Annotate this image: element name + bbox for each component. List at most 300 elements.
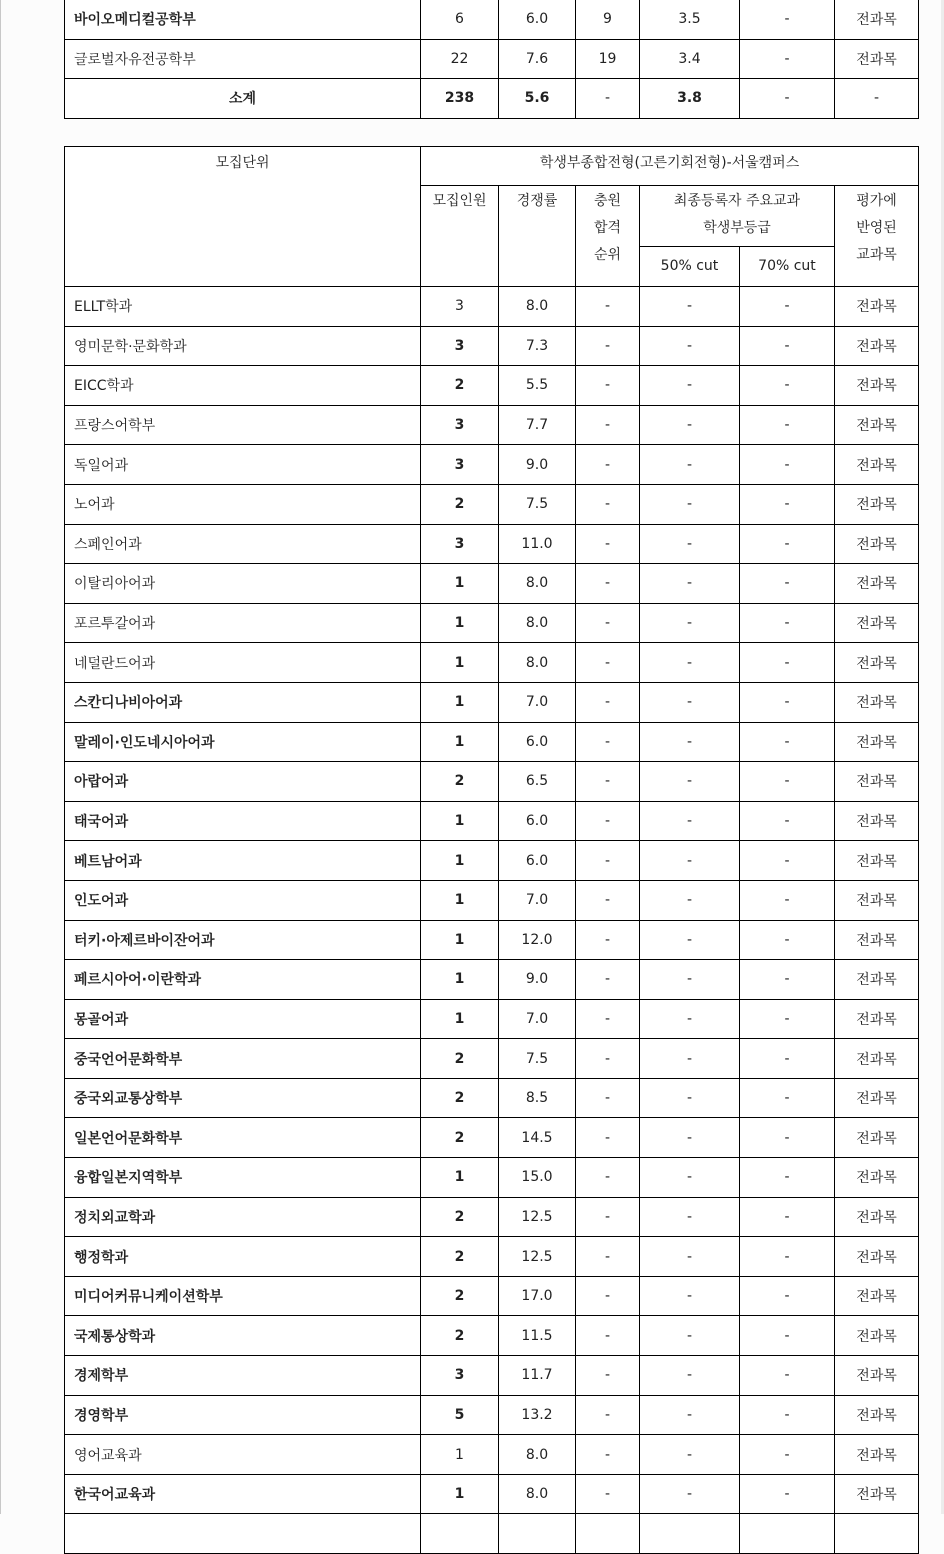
competition-ratio: 7.0 (499, 682, 576, 722)
subjects: 전과목 (835, 405, 919, 445)
cut-70: - (740, 39, 835, 79)
fill-rank: - (576, 326, 640, 366)
recruit-count: 3 (421, 287, 499, 327)
subjects: 전과목 (835, 1078, 919, 1118)
unit-name: 중국외교통상학부 (65, 1078, 421, 1118)
fill-rank: - (576, 999, 640, 1039)
subtotal-label: 소계 (65, 79, 421, 119)
cut-70 (740, 1514, 835, 1554)
subjects: 전과목 (835, 1276, 919, 1316)
table-row (65, 682, 919, 722)
table-row (65, 445, 919, 485)
recruit-count: 2 (421, 484, 499, 524)
table-row (65, 1039, 919, 1079)
recruit-count: 1 (421, 682, 499, 722)
fill-rank: - (576, 960, 640, 1000)
fill-rank: 19 (576, 39, 640, 79)
header-rank-line: 충원 (593, 193, 622, 209)
admission-results-table-equal-opportunity (64, 146, 919, 1554)
unit-name: 국제통상학과 (65, 1316, 421, 1356)
table-row (65, 1158, 919, 1198)
subjects: 전과목 (835, 326, 919, 366)
fill-rank: - (576, 1316, 640, 1356)
header-rank (576, 186, 640, 287)
subjects: 전과목 (835, 366, 919, 406)
competition-ratio: 8.5 (499, 1078, 576, 1118)
table-row (65, 722, 919, 762)
subjects: 전과목 (835, 920, 919, 960)
competition-ratio: 8.0 (499, 603, 576, 643)
fill-rank: - (576, 564, 640, 604)
unit-name: 정치외교학과 (65, 1197, 421, 1237)
fill-rank: - (576, 1118, 640, 1158)
cut-70: - (740, 1395, 835, 1435)
table-row (65, 287, 919, 327)
recruit-count: 1 (421, 999, 499, 1039)
cut-50: - (640, 287, 740, 327)
unit-name: 말레이·인도네시아어과 (65, 722, 421, 762)
header-ratio: 경쟁률 (499, 186, 576, 287)
table-row (65, 1316, 919, 1356)
cut-70: - (740, 1078, 835, 1118)
table-row (65, 484, 919, 524)
unit-name: 일본언어문화학부 (65, 1118, 421, 1158)
cut-50: - (640, 1197, 740, 1237)
subtotal-rank: - (576, 79, 640, 119)
subjects: 전과목 (835, 1197, 919, 1237)
fill-rank: - (576, 643, 640, 683)
subjects: 전과목 (835, 682, 919, 722)
cut-50: - (640, 999, 740, 1039)
cut-50: - (640, 1078, 740, 1118)
table-row (65, 405, 919, 445)
cut-50: - (640, 762, 740, 802)
fill-rank: - (576, 445, 640, 485)
competition-ratio: 11.0 (499, 524, 576, 564)
competition-ratio: 6.0 (499, 841, 576, 881)
cut-70: - (740, 722, 835, 762)
unit-name: 독일어과 (65, 445, 421, 485)
cut-70: - (740, 1276, 835, 1316)
cut-50: - (640, 1039, 740, 1079)
recruit-count: 1 (421, 960, 499, 1000)
unit-name: EICC학과 (65, 366, 421, 406)
fill-rank: - (576, 1237, 640, 1277)
table-row (65, 999, 919, 1039)
subjects: 전과목 (835, 1316, 919, 1356)
cut-50: - (640, 1356, 740, 1396)
fill-rank: - (576, 722, 640, 762)
competition-ratio: 7.3 (499, 326, 576, 366)
table-row (65, 366, 919, 406)
header-rank-line: 합격 (593, 220, 622, 236)
table-row (65, 0, 919, 39)
cut-70: - (740, 405, 835, 445)
header-track: 학생부종합전형(고른기회전형)-서울캠퍼스 (421, 147, 919, 186)
table-row (65, 801, 919, 841)
cut-50: - (640, 841, 740, 881)
unit-name: 영어교육과 (65, 1435, 421, 1475)
fill-rank: - (576, 1395, 640, 1435)
cut-70: - (740, 445, 835, 485)
cut-50: - (640, 603, 740, 643)
table-row (65, 1435, 919, 1475)
competition-ratio: 8.0 (499, 1435, 576, 1475)
unit-name: 터키·아제르바이잔어과 (65, 920, 421, 960)
recruit-count: 1 (421, 603, 499, 643)
subjects: 전과목 (835, 1435, 919, 1475)
unit-name: 노어과 (65, 484, 421, 524)
header-unit: 모집단위 (65, 147, 421, 287)
subjects: 전과목 (835, 1158, 919, 1198)
competition-ratio: 9.0 (499, 445, 576, 485)
cut-70: - (740, 1158, 835, 1198)
header-cut-50: 50% cut (640, 247, 740, 287)
recruit-count: 5 (421, 1395, 499, 1435)
fill-rank: - (576, 1197, 640, 1237)
fill-rank: - (576, 1435, 640, 1475)
subtotal-cut-70: - (740, 79, 835, 119)
fill-rank: - (576, 1276, 640, 1316)
subjects: 전과목 (835, 603, 919, 643)
table-row (65, 1395, 919, 1435)
competition-ratio: 6.0 (499, 801, 576, 841)
recruit-count: 1 (421, 841, 499, 881)
fill-rank: - (576, 1474, 640, 1514)
unit-name: 태국어과 (65, 801, 421, 841)
cut-70: - (740, 1197, 835, 1237)
competition-ratio: 15.0 (499, 1158, 576, 1198)
recruit-count: 6 (421, 0, 499, 39)
competition-ratio: 11.7 (499, 1356, 576, 1396)
cut-70: - (740, 603, 835, 643)
cut-70: - (740, 801, 835, 841)
unit-name: 프랑스어학부 (65, 405, 421, 445)
competition-ratio: 8.0 (499, 564, 576, 604)
table-row (65, 920, 919, 960)
fill-rank: - (576, 405, 640, 445)
cut-70: - (740, 960, 835, 1000)
fill-rank: - (576, 484, 640, 524)
table-row (65, 762, 919, 802)
recruit-count: 2 (421, 366, 499, 406)
unit-name: 행정학과 (65, 1237, 421, 1277)
subtotal-ratio: 5.6 (499, 79, 576, 119)
competition-ratio: 6.0 (499, 722, 576, 762)
competition-ratio: 7.0 (499, 880, 576, 920)
cut-70: - (740, 524, 835, 564)
unit-name: 아랍어과 (65, 762, 421, 802)
subjects: 전과목 (835, 880, 919, 920)
recruit-count: 3 (421, 1356, 499, 1396)
header-grade (640, 186, 835, 247)
fill-rank: 9 (576, 0, 640, 39)
cut-70: - (740, 1316, 835, 1356)
competition-ratio: 13.2 (499, 1395, 576, 1435)
recruit-count: 1 (421, 920, 499, 960)
unit-name: 스칸디나비아어과 (65, 682, 421, 722)
recruit-count: 3 (421, 445, 499, 485)
cut-70: - (740, 643, 835, 683)
unit-name: 영미문학·문화학과 (65, 326, 421, 366)
subtotal-count: 238 (421, 79, 499, 119)
subjects: 전과목 (835, 1237, 919, 1277)
subjects: 전과목 (835, 1356, 919, 1396)
recruit-count: 1 (421, 801, 499, 841)
recruit-count: 2 (421, 1118, 499, 1158)
fill-rank: - (576, 287, 640, 327)
cut-50: - (640, 524, 740, 564)
recruit-count (421, 1514, 499, 1554)
cut-70: - (740, 0, 835, 39)
recruit-count: 2 (421, 1237, 499, 1277)
recruit-count: 2 (421, 1276, 499, 1316)
fill-rank: - (576, 682, 640, 722)
cut-70: - (740, 1039, 835, 1079)
table-row (65, 1276, 919, 1316)
cut-50: - (640, 1237, 740, 1277)
competition-ratio: 7.7 (499, 405, 576, 445)
fill-rank: - (576, 880, 640, 920)
unit-name: 바이오메디컬공학부 (65, 0, 421, 39)
subjects: 전과목 (835, 564, 919, 604)
cut-50: 3.4 (640, 39, 740, 79)
header-subjects-line: 교과목 (856, 247, 897, 263)
subjects (835, 1514, 919, 1554)
cut-50: - (640, 1316, 740, 1356)
cut-50: - (640, 1158, 740, 1198)
subjects: 전과목 (835, 524, 919, 564)
cut-70: - (740, 1118, 835, 1158)
unit-name: 한국어교육과 (65, 1474, 421, 1514)
competition-ratio: 8.0 (499, 643, 576, 683)
unit-name: 경제학부 (65, 1356, 421, 1396)
header-grade-line: 최종등록자 주요교과 (673, 193, 801, 209)
cut-70: - (740, 326, 835, 366)
recruit-count: 2 (421, 1039, 499, 1079)
cut-50: - (640, 366, 740, 406)
cut-50: - (640, 801, 740, 841)
table-row (65, 841, 919, 881)
unit-name: 중국언어문화학부 (65, 1039, 421, 1079)
cut-70: - (740, 287, 835, 327)
recruit-count: 1 (421, 880, 499, 920)
subjects: 전과목 (835, 643, 919, 683)
recruit-count: 1 (421, 643, 499, 683)
competition-ratio (499, 1514, 576, 1554)
cut-50: - (640, 405, 740, 445)
table-row (65, 39, 919, 79)
table-row (65, 564, 919, 604)
table-row (65, 603, 919, 643)
competition-ratio: 11.5 (499, 1316, 576, 1356)
subjects: 전과목 (835, 960, 919, 1000)
competition-ratio: 9.0 (499, 960, 576, 1000)
cut-50: - (640, 484, 740, 524)
cut-50: - (640, 1474, 740, 1514)
fill-rank: - (576, 1158, 640, 1198)
competition-ratio: 17.0 (499, 1276, 576, 1316)
competition-ratio: 7.0 (499, 999, 576, 1039)
cut-50: 3.5 (640, 0, 740, 39)
competition-ratio: 7.5 (499, 484, 576, 524)
subtotal-row (65, 79, 919, 119)
fill-rank: - (576, 1078, 640, 1118)
cut-70: - (740, 999, 835, 1039)
cut-50: - (640, 1118, 740, 1158)
cut-50: - (640, 1276, 740, 1316)
recruit-count: 1 (421, 564, 499, 604)
subtotal-subjects: - (835, 79, 919, 119)
cut-50: - (640, 564, 740, 604)
table-row (65, 326, 919, 366)
header-grade-line: 학생부등급 (703, 220, 771, 236)
cut-70: - (740, 366, 835, 406)
competition-ratio: 7.6 (499, 39, 576, 79)
unit-name: 글로벌자유전공학부 (65, 39, 421, 79)
unit-name: 페르시아어·이란학과 (65, 960, 421, 1000)
recruit-count: 22 (421, 39, 499, 79)
unit-name: 베트남어과 (65, 841, 421, 881)
recruit-count: 3 (421, 524, 499, 564)
cut-70: - (740, 1356, 835, 1396)
cut-70: - (740, 682, 835, 722)
subjects: 전과목 (835, 999, 919, 1039)
unit-name: 미디어커뮤니케이션학부 (65, 1276, 421, 1316)
header-count: 모집인원 (421, 186, 499, 287)
subjects: 전과목 (835, 801, 919, 841)
cut-70: - (740, 1237, 835, 1277)
cut-70: - (740, 484, 835, 524)
cut-50: - (640, 326, 740, 366)
fill-rank: - (576, 1356, 640, 1396)
cut-50: - (640, 1435, 740, 1475)
unit-name: 융합일본지역학부 (65, 1158, 421, 1198)
unit-name: 인도어과 (65, 880, 421, 920)
table-row (65, 1356, 919, 1396)
table-row (65, 960, 919, 1000)
competition-ratio: 8.0 (499, 287, 576, 327)
recruit-count: 2 (421, 1078, 499, 1118)
recruit-count: 2 (421, 1316, 499, 1356)
subjects: 전과목 (835, 1039, 919, 1079)
recruit-count: 3 (421, 326, 499, 366)
subjects: 전과목 (835, 1395, 919, 1435)
table-row (65, 1237, 919, 1277)
table-row (65, 643, 919, 683)
header-rank-line: 순위 (593, 247, 622, 263)
table-row (65, 880, 919, 920)
header-subjects-line: 평가에 (856, 193, 897, 209)
subjects: 전과목 (835, 484, 919, 524)
recruit-count: 2 (421, 1197, 499, 1237)
competition-ratio: 7.5 (499, 1039, 576, 1079)
fill-rank: - (576, 1039, 640, 1079)
header-cut-70: 70% cut (740, 247, 835, 287)
fill-rank: - (576, 366, 640, 406)
cut-50: - (640, 682, 740, 722)
unit-name: 네덜란드어과 (65, 643, 421, 683)
table-row (65, 1078, 919, 1118)
subjects: 전과목 (835, 1118, 919, 1158)
cut-70: - (740, 841, 835, 881)
competition-ratio: 6.5 (499, 762, 576, 802)
cut-70: - (740, 880, 835, 920)
recruit-count: 1 (421, 1158, 499, 1198)
cut-50: - (640, 643, 740, 683)
competition-ratio: 8.0 (499, 1474, 576, 1514)
competition-ratio: 14.5 (499, 1118, 576, 1158)
fill-rank: - (576, 762, 640, 802)
subjects: 전과목 (835, 722, 919, 762)
cut-50: - (640, 1395, 740, 1435)
competition-ratio: 12.5 (499, 1197, 576, 1237)
competition-ratio: 5.5 (499, 366, 576, 406)
cut-50: - (640, 722, 740, 762)
cut-70: - (740, 1435, 835, 1475)
recruit-count: 2 (421, 762, 499, 802)
table-row (65, 1197, 919, 1237)
subtotal-cut-50: 3.8 (640, 79, 740, 119)
cut-50 (640, 1514, 740, 1554)
fill-rank: - (576, 920, 640, 960)
cut-70: - (740, 920, 835, 960)
header-subjects-line: 반영된 (856, 220, 897, 236)
page-left-border (0, 0, 1, 1514)
unit-name: 포르투갈어과 (65, 603, 421, 643)
subjects: 전과목 (835, 39, 919, 79)
unit-name: 스페인어과 (65, 524, 421, 564)
fill-rank: - (576, 801, 640, 841)
unit-name: ELLT학과 (65, 287, 421, 327)
unit-name: 몽골어과 (65, 999, 421, 1039)
cut-50: - (640, 920, 740, 960)
competition-ratio: 12.0 (499, 920, 576, 960)
fill-rank (576, 1514, 640, 1554)
recruit-count: 1 (421, 1435, 499, 1475)
table-row (65, 1514, 919, 1554)
cut-50: - (640, 960, 740, 1000)
fill-rank: - (576, 524, 640, 564)
cut-50: - (640, 445, 740, 485)
subjects: 전과목 (835, 1474, 919, 1514)
recruit-count: 1 (421, 1474, 499, 1514)
recruit-count: 3 (421, 405, 499, 445)
recruit-count: 1 (421, 722, 499, 762)
competition-ratio: 12.5 (499, 1237, 576, 1277)
fill-rank: - (576, 603, 640, 643)
cut-70: - (740, 564, 835, 604)
cut-50: - (640, 880, 740, 920)
fill-rank: - (576, 841, 640, 881)
unit-name (65, 1514, 421, 1554)
table-row (65, 1118, 919, 1158)
subjects: 전과목 (835, 841, 919, 881)
header-subjects (835, 186, 919, 287)
table-row (65, 524, 919, 564)
subjects: 전과목 (835, 762, 919, 802)
unit-name: 경영학부 (65, 1395, 421, 1435)
table-row (65, 1474, 919, 1514)
admission-results-table-previous (64, 0, 919, 119)
subjects: 전과목 (835, 0, 919, 39)
cut-70: - (740, 762, 835, 802)
unit-name: 이탈리아어과 (65, 564, 421, 604)
subjects: 전과목 (835, 287, 919, 327)
cut-70: - (740, 1474, 835, 1514)
subjects: 전과목 (835, 445, 919, 485)
competition-ratio: 6.0 (499, 0, 576, 39)
